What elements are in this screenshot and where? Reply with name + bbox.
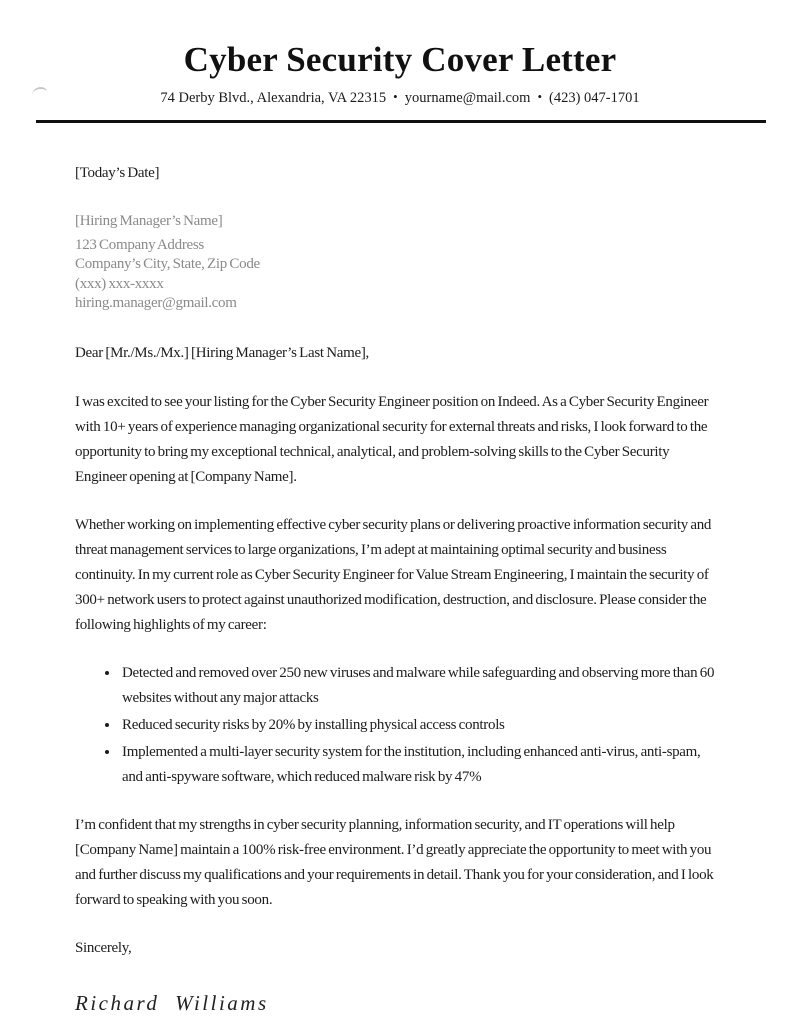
salutation: Dear [Mr./Ms./Mx.] [Hiring Manager’s Last Name], — [75, 344, 369, 361]
recipient-phone: (xxx) xxx-xxxx — [75, 275, 164, 292]
highlight-item: • Reduced security risks by 20% by installing physical access controls — [120, 713, 720, 738]
stray-mark-artifact — [32, 87, 47, 95]
recipient-name: [Hiring Manager’s Name] — [75, 213, 223, 229]
recipient-address: 123 Company Address — [75, 236, 204, 253]
contact-address: 74 Derby Blvd., Alexandria, VA 22315 — [160, 90, 387, 106]
header-divider — [36, 120, 766, 123]
letter-header — [0, 0, 800, 123]
valediction: Sincerely, — [75, 939, 132, 956]
recipient-city-state-zip: Company’s City, State, Zip Code — [75, 256, 260, 272]
page-title: Cyber Security Cover Letter — [183, 40, 617, 79]
date-line: [Today’s Date] — [75, 165, 160, 181]
contact-phone: (423) 047-1701 — [549, 90, 640, 106]
bullet-separator-icon: • — [537, 89, 542, 104]
paragraph-intro: I was excited to see your listing for the Cyber Security Engineer position on Indeed. As a Cyber Security Engineer with 10+ years of experience managing organizational security for external threats and risks, I look forward to the opportunity to bring my exceptional technical, analytical, and problem-solving skills to the Cyber Security Engineer opening at [Company Name]. — [75, 393, 709, 485]
bullet-separator-icon: • — [393, 89, 398, 104]
signature: Richard Williams — [75, 990, 269, 1015]
paragraph-closing: I’m confident that my strengths in cyber security planning, information security, and IT operations will help [Company Name] maintain a 100% risk-free environment. I’d greatly appreciate the opportunity to meet with you and further discuss my qualifications and your requirements in detail. Thank you for your consideration, and I look forward to speaking with you soon. — [75, 816, 714, 908]
paragraph-experience: Whether working on implementing effective cyber security plans or delivering proactive information security and threat management services to large organizations, I’m adept at maintaining optimal security and business continuity. In my current role as Cyber Security Engineer for Value Stream Engineering, I maintain the security of 300+ network users to protect against unauthorized modification, destruction, and disclosure. Please consider the following highlights of my career: — [75, 516, 712, 633]
highlight-item: • Detected and removed over 250 new viruses and malware while safeguarding and observing more than 60 websites without any major attacks — [120, 661, 720, 711]
contact-email: yourname@mail.com — [404, 90, 531, 106]
recipient-block — [75, 212, 720, 314]
letter-body — [0, 161, 800, 1016]
contact-line — [0, 88, 800, 107]
recipient-email: hiring.manager@gmail.com — [75, 295, 237, 311]
career-highlights-list — [75, 661, 720, 790]
highlight-item: • Implemented a multi-layer security system for the institution, including enhanced anti-virus, anti-spam, and anti-spyware software, which reduced malware risk by 47% — [120, 740, 720, 790]
